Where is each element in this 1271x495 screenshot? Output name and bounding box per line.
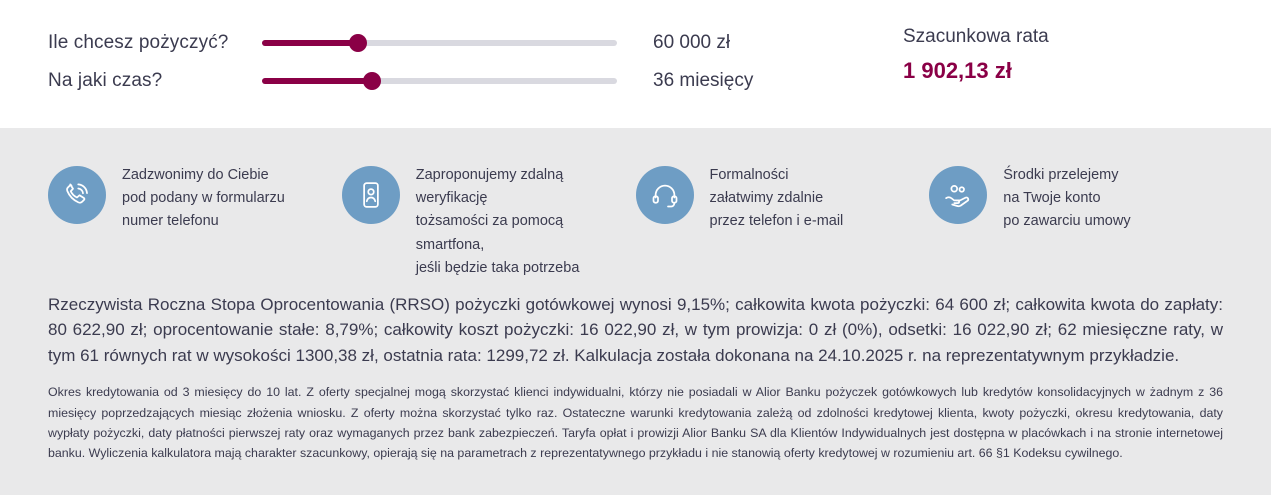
benefit-line-1: Zaproponujemy zdalną weryfikację bbox=[415, 167, 564, 207]
benefit-line-2: tożsamości za pomocą smartfona, bbox=[415, 213, 564, 253]
amount-slider-fill bbox=[262, 40, 358, 46]
info-panel bbox=[0, 128, 1271, 495]
fineprint-text: Okres kredytowania od 3 miesięcy do 10 lat. Z oferty specjalnej mogą skorzystać klienci indywidualni, którzy nie posiadali w Alior Banku pożyczek gotówkowych lub kredytów konsolidacyjnych w żadnym z 36 miesięcy poprzedzających miesiąc złożenia wniosku. Z oferty można skorzystać tylko raz. Ostateczne warunki kredytowania zależą od zdolności kredytowej klienta, kwoty pożyczki, okresu kredytowania, daty wypłaty pożyczki, daty płatności pierwszej raty oraz wymaganych przez bank zabezpieczeń. Taryfa opłat i prowizji Alior Banku SA dla Klientów Indywidualnych jest dostępna w placówkach i na stronie internetowej banku. Wyliczenia kalkulatora mają charakter szacunkowy, opierają się na parametrach z reprezentatywnego przykładu i nie stanowią oferty kredytowej w rozumieniu art. 66 §1 Kodeksu cywilnego. bbox=[48, 385, 1223, 460]
amount-row bbox=[48, 30, 730, 56]
period-slider-fill bbox=[262, 78, 372, 84]
benefit-line-2: załatwimy zdalnie bbox=[709, 190, 824, 207]
benefit-text bbox=[416, 164, 622, 280]
benefit-item bbox=[929, 164, 1223, 280]
smartphone-id-icon bbox=[342, 166, 400, 224]
estimate-value: 1 902,13 zł bbox=[903, 58, 1012, 83]
benefit-item bbox=[48, 164, 342, 280]
benefit-text bbox=[710, 164, 844, 234]
benefit-line-2: pod podany w formularzu bbox=[122, 190, 285, 207]
benefit-item bbox=[636, 164, 930, 280]
amount-label: Ile chcesz pożyczyć? bbox=[48, 32, 229, 53]
loan-calculator bbox=[0, 0, 1271, 128]
benefits-list bbox=[0, 128, 1271, 280]
amount-value: 60 000 zł bbox=[653, 32, 731, 53]
representative-example-text: Rzeczywista Roczna Stopa Oprocentowania (RRSO) pożyczki gotówkowej wynosi 9,15%; całkowita kwota pożyczki: 64 600 zł; całkowita kwota do zapłaty: 80 622,90 zł; oprocentowanie stałe: 8,79%; całkowity koszt pożyczki: 16 022,90 zł, w tym prowizja: 0 zł (0%), odsetki: 16 022,90 zł; 62 miesięczne raty, w tym 61 równych rat w wysokości 1300,38 zł, ostatnia rata: 1299,72 zł. Kalkulacja została dokonana na 24.10.2025 r. na reprezentatywnym przykładzie. bbox=[48, 294, 1223, 365]
amount-slider[interactable] bbox=[262, 30, 617, 56]
period-slider-thumb[interactable] bbox=[363, 72, 381, 90]
benefit-line-1: Zadzwonimy do Ciebie bbox=[122, 167, 269, 183]
benefit-line-3: przez telefon i e-mail bbox=[709, 213, 844, 230]
phone-icon bbox=[48, 166, 106, 224]
period-slider[interactable] bbox=[262, 68, 617, 94]
benefit-line-1: Formalności bbox=[709, 167, 789, 183]
estimate-block bbox=[903, 26, 1049, 84]
benefit-line-3: jeśli będzie taka potrzeba bbox=[415, 259, 580, 276]
estimate-label: Szacunkowa rata bbox=[903, 26, 1049, 47]
amount-slider-thumb[interactable] bbox=[349, 34, 367, 52]
period-label: Na jaki czas? bbox=[48, 70, 163, 91]
benefit-line-3: numer telefonu bbox=[122, 213, 219, 230]
benefit-line-2: na Twoje konto bbox=[1003, 190, 1101, 207]
benefit-line-1: Środki przelejemy bbox=[1003, 167, 1119, 183]
benefit-line-3: po zawarciu umowy bbox=[1003, 213, 1131, 230]
benefit-item bbox=[342, 164, 636, 280]
headset-icon bbox=[636, 166, 694, 224]
hand-coins-icon bbox=[929, 166, 987, 224]
period-row bbox=[48, 68, 753, 94]
benefit-text bbox=[122, 164, 285, 234]
period-value: 36 miesięcy bbox=[653, 70, 754, 91]
benefit-text bbox=[1003, 164, 1130, 234]
